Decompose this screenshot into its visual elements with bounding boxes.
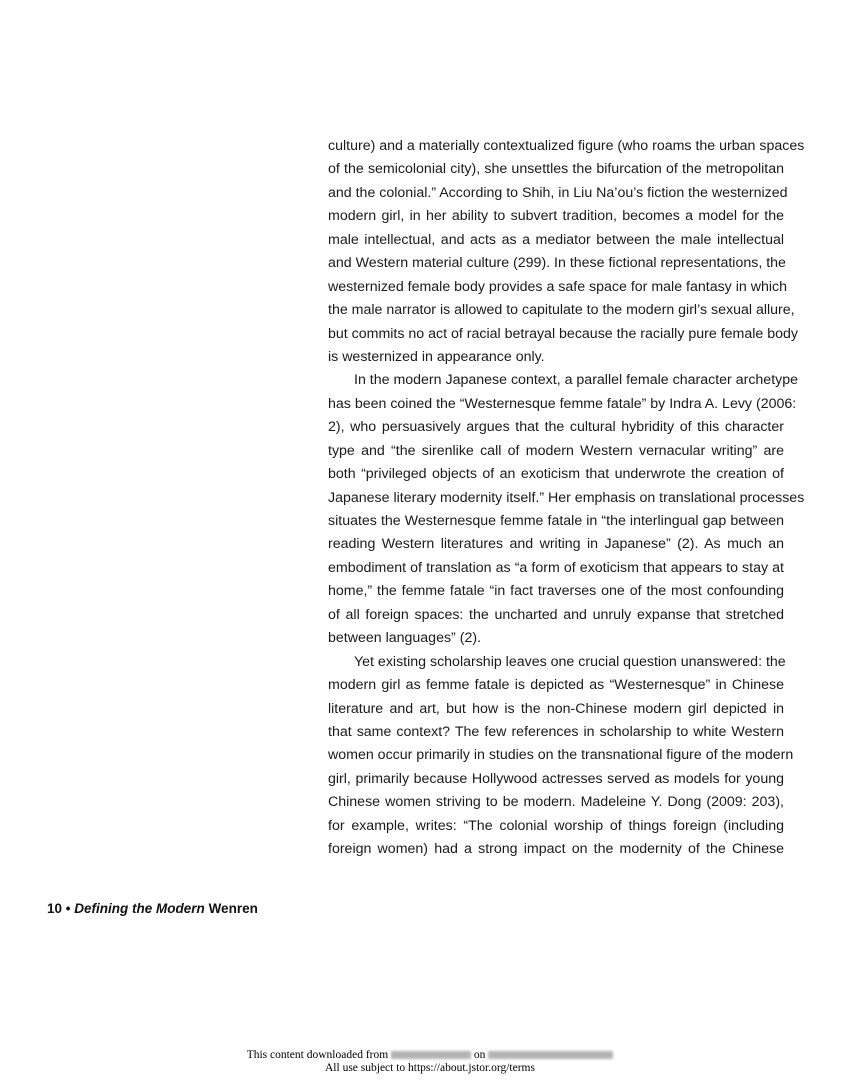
- running-footer: [47, 901, 258, 916]
- paragraph: [328, 369, 805, 650]
- bullet: •: [65, 901, 71, 916]
- text-line: girl, primarily because Hollywood actresses served as models for young: [328, 770, 784, 787]
- jstor-download-notice: [0, 1049, 860, 1074]
- text-line: culture) and a materially contextualized figure (who roams the urban spaces: [328, 138, 805, 154]
- text-line: of all foreign spaces: the uncharted and unruly expanse that stretched: [328, 606, 784, 623]
- page-number: 10: [47, 901, 63, 916]
- text-line: westernized female body provides a safe space for male fantasy in which: [328, 278, 787, 295]
- text-line: In the modern Japanese context, a parallel female character archetype: [354, 372, 799, 389]
- text-line: 2), who persuasively argues that the cultural hybridity of this character: [328, 419, 784, 436]
- body-text: [328, 135, 805, 862]
- jstor-terms-line: All use subject to https://about.jstor.org/terms: [325, 1061, 535, 1074]
- text-line: Japanese literary modernity itself.” Her emphasis on translational processes: [328, 489, 805, 506]
- jstor-line-1: [0, 1049, 860, 1062]
- text-line: the male narrator is allowed to capitulate to the modern girl’s sexual allure,: [328, 302, 795, 319]
- text-line: modern girl as femme fatale is depicted as “Westernesque” in Chinese: [328, 677, 784, 694]
- text-line: home,” the femme fatale “in fact traverses one of the most confounding: [328, 583, 784, 600]
- redacted-ip: [391, 1051, 471, 1059]
- text-line: that same context? The few references in scholarship to white Western: [328, 723, 784, 740]
- text-line: but commits no act of racial betrayal because the racially pure female body: [328, 325, 799, 342]
- book-title-roman: Wenren: [208, 901, 258, 916]
- text-line: type and “the sirenlike call of modern Western vernacular writing” are: [328, 442, 784, 459]
- text-line: foreign women) had a strong impact on the modernity of the Chinese: [328, 841, 784, 858]
- text-line: literature and art, but how is the non-Chinese modern girl depicted in: [328, 700, 784, 717]
- text-line: Yet existing scholarship leaves one crucial question unanswered: the: [354, 653, 786, 670]
- text-line: and the colonial.” According to Shih, in Liu Na’ou’s fiction the westernized: [328, 184, 788, 201]
- text-line: modern girl, in her ability to subvert tradition, becomes a model for the: [328, 208, 784, 225]
- text-line: of the semicolonial city), she unsettles the bifurcation of the metropolitan: [328, 161, 784, 178]
- text-line: both “privileged objects of an exoticism that underwrote the creation of: [328, 466, 784, 483]
- text-line: situates the Westernesque femme fatale in “the interlingual gap between: [328, 513, 784, 529]
- redacted-timestamp: [488, 1051, 613, 1059]
- text-line: for example, writes: “The colonial worship of things foreign (including: [328, 817, 784, 834]
- on-text: on: [473, 1049, 486, 1061]
- downloaded-from-text: This content downloaded from: [246, 1049, 389, 1061]
- text-line: and Western material culture (299). In these fictional representations, the: [328, 255, 786, 272]
- text-line: Chinese women striving to be modern. Madeleine Y. Dong (2009: 203),: [328, 794, 784, 811]
- text-line: reading Western literatures and writing in Japanese” (2). As much an: [328, 536, 784, 553]
- text-line: between languages” (2).: [328, 630, 482, 647]
- text-line: embodiment of translation as “a form of exoticism that appears to stay at: [328, 559, 784, 576]
- paragraph: [328, 135, 805, 369]
- paragraph: [328, 651, 794, 862]
- text-line: is westernized in appearance only.: [328, 348, 545, 365]
- text-line: male intellectual, and acts as a mediator between the male intellectual: [328, 231, 784, 248]
- text-line: has been coined the “Westernesque femme fatale” by Indra A. Levy (2006:: [328, 395, 797, 412]
- book-title-italic: Defining the Modern: [74, 901, 205, 916]
- text-line: women occur primarily in studies on the transnational figure of the modern: [328, 747, 794, 764]
